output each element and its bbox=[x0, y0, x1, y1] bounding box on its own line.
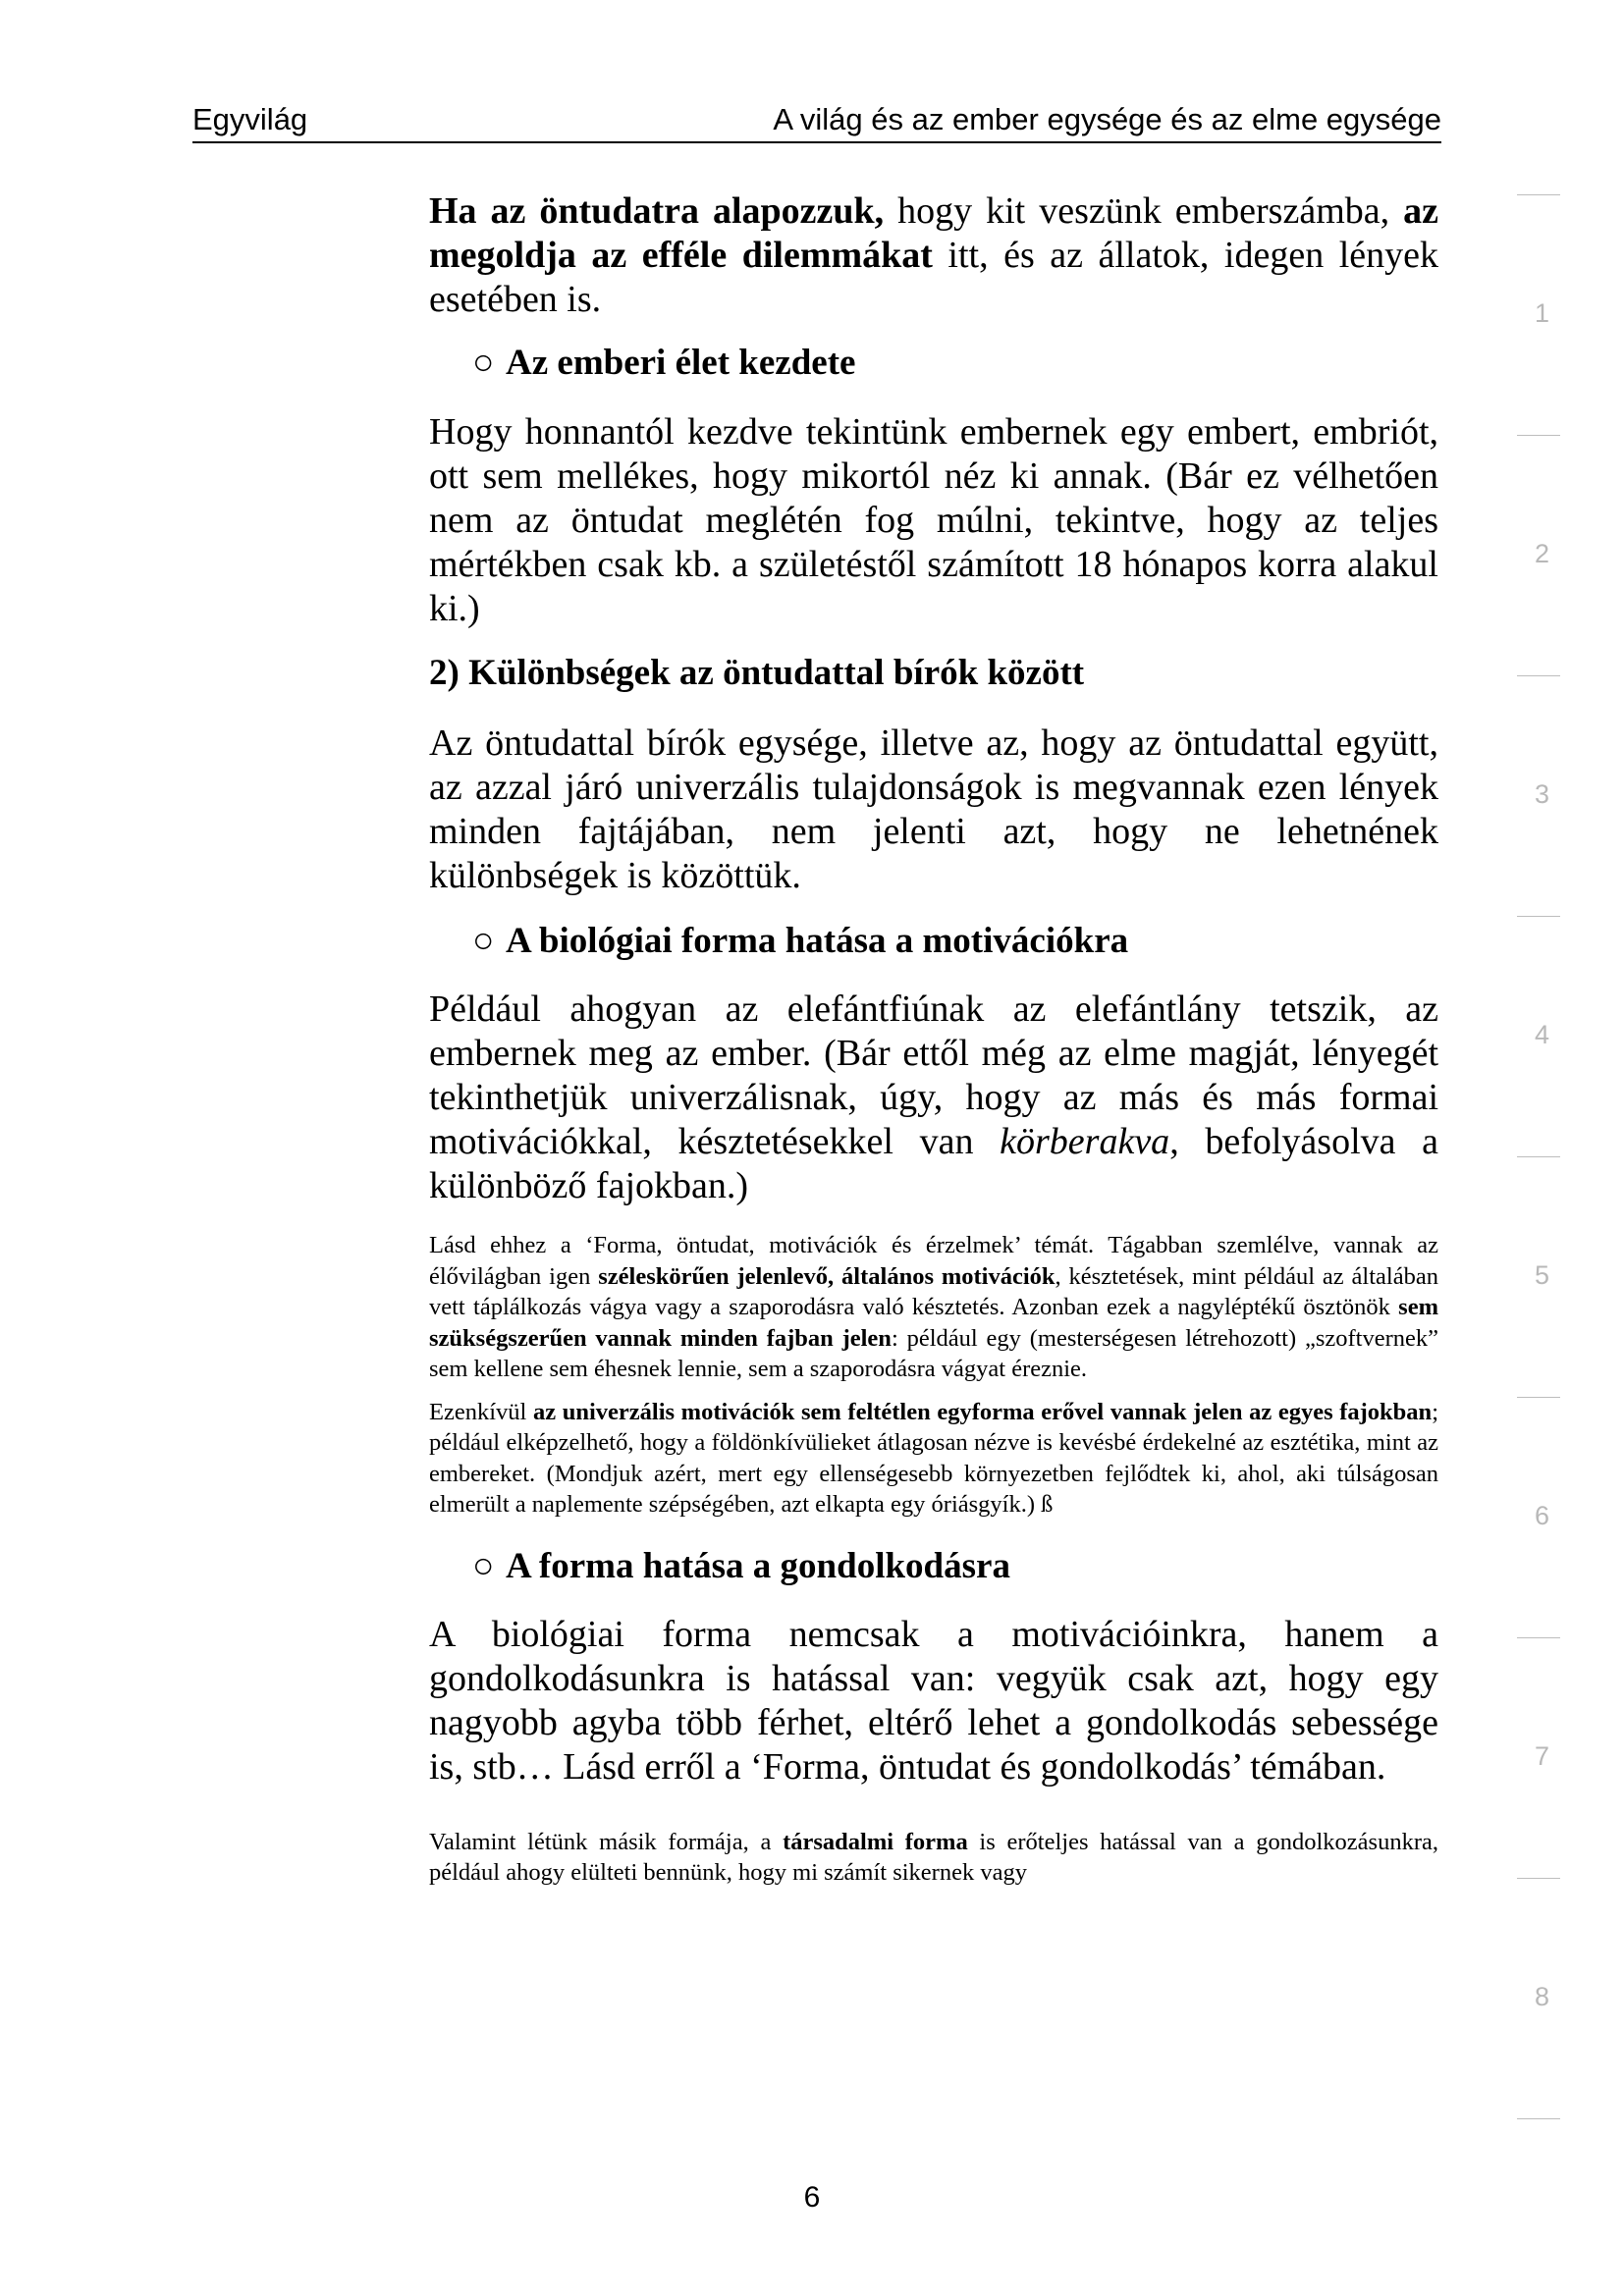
paragraph-2: Hogy honnantól kezdve tekintünk embernek egy embert, embriót, ott sem mellékes, hogy mikortól néz ki annak. (Bár ez vélhetően nem az öntudat meglétén fog múlni, tekintve, hogy az teljes mértékben csak kb. a születéstől számított 18 hónapos korra alakul ki.) bbox=[429, 411, 1438, 629]
small-paragraph-1-text-a: Lásd ehhez a ‘Forma, öntudat, motivációk és érzelmek’ témát. Tágabban szemlélve, vannak az élővilágban igen bbox=[429, 1232, 1438, 1290]
heading-text: A biológiai forma hatása a motivációkra bbox=[506, 921, 1129, 961]
ruler-tick bbox=[1517, 1878, 1560, 1879]
ruler-tick bbox=[1517, 1637, 1560, 1638]
page-number: 6 bbox=[803, 2181, 821, 2214]
circle-bullet-icon: ○ bbox=[472, 1545, 495, 1586]
small-paragraph-3-text-a: Valamint létünk másik formája, a bbox=[429, 1828, 784, 1855]
circle-bullet-icon: ○ bbox=[472, 343, 495, 383]
heading-kulonbsegek: 2) Különbségek az öntudattal bírók között bbox=[429, 653, 1085, 693]
small-paragraph-2-bold-b: az univerzális motivációk sem feltétlen egyforma erővel vannak jelen az egyes fajokban bbox=[532, 1398, 1433, 1425]
small-paragraph-1-bold-b: széleskörűen jelenlevő, általános motivációk bbox=[598, 1262, 1056, 1290]
ruler-number: 5 bbox=[1535, 1260, 1550, 1290]
ruler-number: 7 bbox=[1535, 1741, 1550, 1771]
ruler-number: 2 bbox=[1535, 539, 1550, 568]
circle-bullet-icon: ○ bbox=[472, 921, 495, 961]
paragraph-1-text-b: hogy kit veszünk emberszámba, bbox=[884, 190, 1404, 232]
paragraph-3: Az öntudattal bírók egysége, illetve az, hogy az öntudattal együtt, az azzal járó univerzális tulajdonságok is megvannak ezen lények minden fajtájában, nem jelenti azt, hogy ne lehetnének különbségek is közöttük. bbox=[429, 722, 1438, 896]
paragraph-1 bbox=[429, 189, 1438, 322]
paragraph-4-text-c: , befolyásolva a különböző fajokban.) bbox=[429, 1121, 1438, 1206]
small-paragraph-1-text-e: : például egy (mesterségesen létrehozott) „szoftvernek” sem kellene sem éhesnek lennie, sem a szaporodásra vágyat éreznie. bbox=[429, 1324, 1438, 1382]
header-book-title: Egyvilág bbox=[192, 102, 308, 136]
small-paragraph-1-text-c: , késztetések, mint például az általában vett táplálkozás vágya vagy a szaporodásra való késztetés. Azonban ezek a nagyléptékű ösztönök bbox=[429, 1262, 1438, 1320]
ruler-tick bbox=[1517, 435, 1560, 436]
page-body bbox=[429, 189, 1438, 1889]
paragraph-1-bold-a: Ha az öntudatra alapozzuk, bbox=[429, 190, 885, 232]
small-paragraph-2-text-a: Ezenkívül bbox=[429, 1398, 533, 1425]
heading-forma-gondolkodas bbox=[429, 1544, 1438, 1588]
heading-biologiai-forma bbox=[429, 919, 1438, 963]
ruler-number: 6 bbox=[1535, 1501, 1550, 1530]
heading-text: Az emberi élet kezdete bbox=[506, 343, 856, 383]
small-paragraph-3 bbox=[429, 1827, 1438, 1889]
ruler-number: 8 bbox=[1535, 1982, 1550, 2011]
paragraph-4-text-a: Például ahogyan az elefántfiúnak az elefántlány tetszik, az embernek meg az ember. (Bár ettől még az elme magját, lényegét tekinthetjük univerzálisnak, úgy, hogy az más és más formai motivációkkal, késztetésekkel van bbox=[429, 988, 1438, 1162]
header-chapter-title: A világ és az ember egysége és az elme egysége bbox=[773, 102, 1441, 136]
ruler-tick bbox=[1517, 1156, 1560, 1157]
paragraph-1-bold-c: az megoldja az efféle dilemmákat bbox=[429, 190, 1438, 276]
ruler-tick bbox=[1517, 916, 1560, 917]
heading-text: A forma hatása a gondolkodásra bbox=[506, 1545, 1010, 1586]
page-header bbox=[192, 96, 1441, 143]
ruler-tick bbox=[1517, 675, 1560, 676]
ruler-number: 3 bbox=[1535, 779, 1550, 809]
small-paragraph-1-bold-d: sem szükségszerűen vannak minden fajban jelen bbox=[429, 1294, 1438, 1352]
ruler-number: 4 bbox=[1535, 1020, 1550, 1049]
paragraph-1-text-d: itt, és az állatok, idegen lények esetében is. bbox=[429, 235, 1438, 320]
margin-line-ruler bbox=[1517, 0, 1566, 2296]
heading-emberi-elet bbox=[429, 341, 1438, 385]
small-paragraph-2 bbox=[429, 1397, 1438, 1521]
ruler-tick bbox=[1517, 194, 1560, 195]
ruler-tick bbox=[1517, 2118, 1560, 2119]
small-paragraph-1 bbox=[429, 1230, 1438, 1385]
small-paragraph-2-text-c: ; például elképzelhető, hogy a földönkívülieket átlagosan nézve is kevésbé érdekelné az esztétika, mint az embereket. (Mondjuk azért, mert egy ellenségesebb környezetben fejlődtek ki, ahol, aki túlságosan elmerült a naplemente szépségében, azt elkapta egy óriásgyík.) ß bbox=[429, 1398, 1438, 1518]
ruler-tick bbox=[1517, 1397, 1560, 1398]
small-paragraph-3-text-c: is erőteljes hatással van a gondolkozásunkra, például ahogy elülteti bennünk, hogy mi számít sikernek vagy bbox=[429, 1828, 1438, 1886]
small-paragraph-3-bold-b: társadalmi forma bbox=[783, 1828, 968, 1855]
paragraph-5: A biológiai forma nemcsak a motivációinkra, hanem a gondolkodásunkra is hatással van: vegyük csak azt, hogy egy nagyobb agyba több férhet, eltérő lehet a gondolkodás sebessége is, stb… Lásd erről a ‘Forma, öntudat és gondolkodás’ témában. bbox=[429, 1613, 1438, 1788]
paragraph-4 bbox=[429, 988, 1438, 1208]
paragraph-4-italic-b: körberakva bbox=[1000, 1121, 1170, 1162]
ruler-number: 1 bbox=[1535, 298, 1550, 328]
